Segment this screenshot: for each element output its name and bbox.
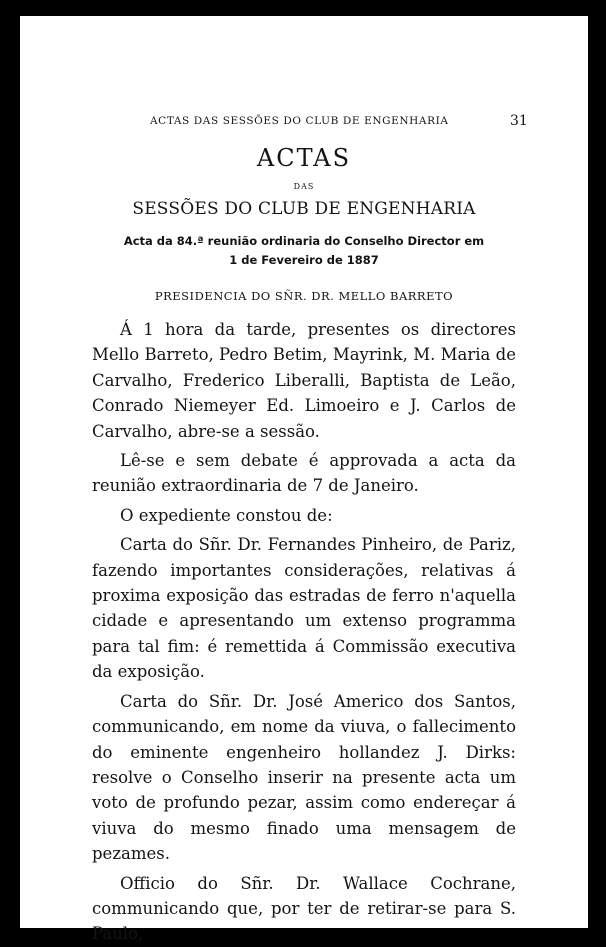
minutes-body [92, 317, 516, 947]
paragraph-expediente: O expediente constou de: [120, 505, 333, 525]
page-number: 31 [510, 113, 528, 129]
document-page [20, 16, 588, 944]
meeting-heading-line-1: Acta da 84.ª reunião ordinaria do Conselho Director em [123, 234, 485, 248]
running-head: ACTAS DAS SESSÕES DO CLUB DE ENGENHARIA [150, 115, 449, 127]
paragraph-opening: Á 1 hora da tarde, presentes os directores Mello Barreto, Pedro Betim, Mayrink, M. Maria de Carvalho, Frederico Liberalli, Baptista de Leão, Conrado Niemeyer Ed. Limoeiro e J. Carlos de Carvalho, abre-se a sessão. [92, 320, 516, 441]
meeting-heading-line-2: 1 de Fevereiro de 1887 [229, 253, 379, 267]
presidency-line: PRESIDENCIA DO SÑR. DR. MELLO BARRETO [154, 289, 454, 303]
page-subtitle: SESSÕES DO CLUB DE ENGENHARIA [132, 199, 476, 219]
paragraph-approval: Lê-se e sem debate é approvada a acta da reunião extraordinaria de 7 de Janeiro. [92, 451, 516, 496]
paragraph-letter-pinheiro: Carta do Sñr. Dr. Fernandes Pinheiro, de Pariz, fazendo importantes considerações, relativas á proxima exposição das estradas de ferro n'aquella cidade e apresentando um extenso programma para tal fim: é remettida á Commissão executiva da exposição. [92, 535, 516, 682]
page-title: ACTAS [256, 144, 352, 172]
paragraph-letter-cochrane: Officio do Sñr. Dr. Wallace Cochrane, communicando que, por ter de retirar-se para S. Paulo, [92, 873, 516, 944]
title-connector: DAS [293, 182, 315, 191]
paragraph-letter-santos: Carta do Sñr. Dr. José Americo dos Santos, communicando, em nome da viuva, o fallecimento do eminente engenheiro hollandez J. Dirks: resolve o Conselho inserir na presente acta um voto de profundo pezar, assim como endereçar á viuva do mesmo finado uma mensagem de pezames. [92, 691, 516, 864]
